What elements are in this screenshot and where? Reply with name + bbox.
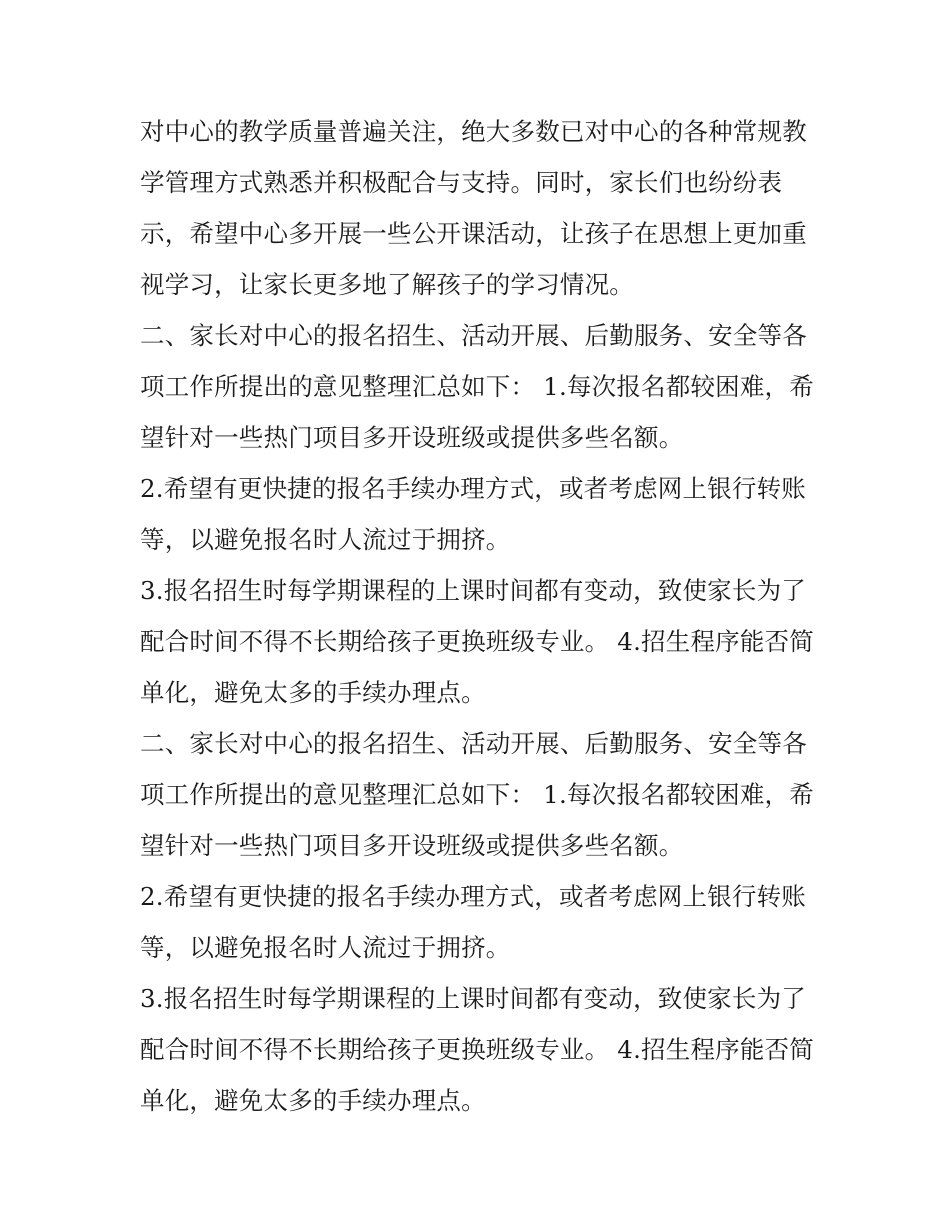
text-line: 学管理方式熟悉并积极配合与支持。同时，家长们也纷纷表 (140, 168, 783, 197)
document-body (140, 106, 820, 1126)
text-line: 望针对一些热门项目多开设班级或提供多些名额。 (140, 423, 684, 452)
text-line: 配合时间不得不长期给孩子更换班级专业。 4.招生程序能否简 (140, 627, 814, 656)
text-line: 单化，避免太多的手续办理点。 (140, 1086, 486, 1115)
text-line: 望针对一些热门项目多开设班级或提供多些名额。 (140, 831, 684, 860)
text-line: 2.希望有更快捷的报名手续办理方式，或者考虑网上银行转账 (140, 474, 806, 503)
text-line: 配合时间不得不长期给孩子更换班级专业。 4.招生程序能否简 (140, 1035, 814, 1064)
text-line: 等，以避免报名时人流过于拥挤。 (140, 933, 511, 962)
text-line: 2.希望有更快捷的报名手续办理方式，或者考虑网上银行转账 (140, 882, 806, 911)
text-line: 3.报名招生时每学期课程的上课时间都有变动，致使家长为了 (140, 984, 806, 1013)
text-line: 对中心的教学质量普遍关注，绝大多数已对中心的各种常规教 (140, 117, 807, 146)
text-line: 二、家长对中心的报名招生、活动开展、后勤服务、安全等各 (140, 321, 807, 350)
text-line: 视学习，让家长更多地了解孩子的学习情况。 (140, 270, 634, 299)
text-line: 二、家长对中心的报名招生、活动开展、后勤服务、安全等各 (140, 729, 807, 758)
text-line: 示，希望中心多开展一些公开课活动，让孩子在思想上更加重 (140, 219, 807, 248)
text-line: 单化，避免太多的手续办理点。 (140, 678, 486, 707)
text-line: 等，以避免报名时人流过于拥挤。 (140, 525, 511, 554)
text-line: 项工作所提出的意见整理汇总如下： 1.每次报名都较困难，希 (140, 780, 814, 809)
text-line: 3.报名招生时每学期课程的上课时间都有变动，致使家长为了 (140, 576, 806, 605)
text-line: 项工作所提出的意见整理汇总如下： 1.每次报名都较困难，希 (140, 372, 814, 401)
